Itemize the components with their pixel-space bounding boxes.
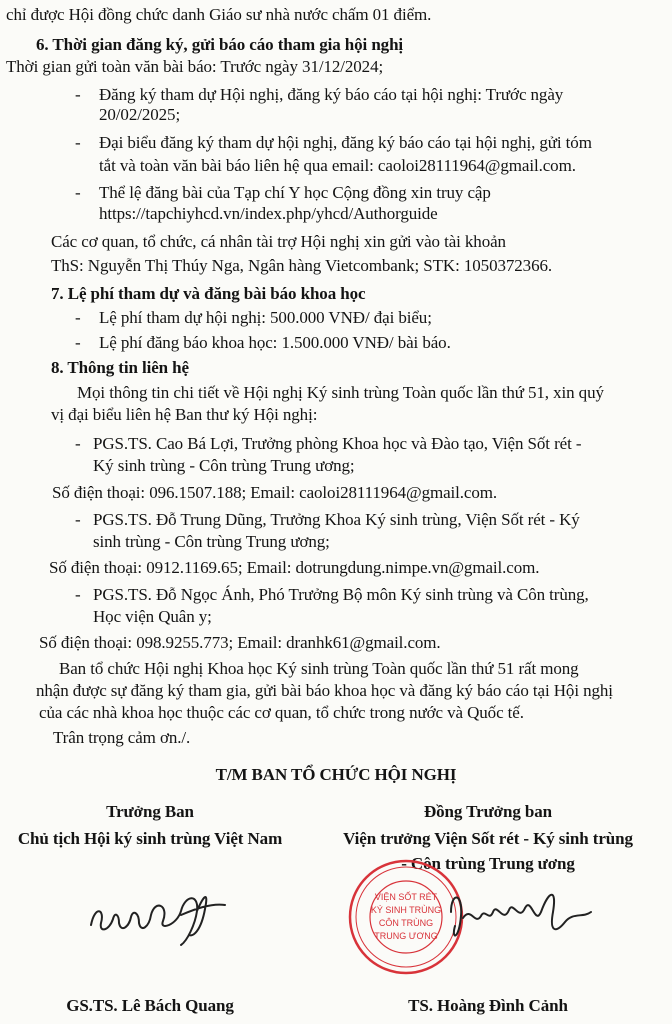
text-line: sinh trùng - Côn trùng Trung ương; xyxy=(93,532,330,551)
text-line: Số điện thoại: 0912.1169.65; Email: dotrungdung.nimpe.vn@gmail.com. xyxy=(49,558,540,577)
left-signer-title: Trưởng Ban xyxy=(106,802,194,821)
section-7-heading: 7. Lệ phí tham dự và đăng bài báo khoa học xyxy=(51,284,366,303)
section-6-heading: 6. Thời gian đăng ký, gửi báo cáo tham gia hội nghị xyxy=(36,35,404,54)
bullet-dash: - xyxy=(75,183,81,202)
text-line: Số điện thoại: 098.9255.773; Email: dranhk61@gmail.com. xyxy=(39,633,441,652)
stamp-text-line3: CÔN TRÙNG xyxy=(378,918,434,928)
text-line: chỉ được Hội đồng chức danh Giáo sư nhà nước chấm 01 điểm. xyxy=(6,5,432,24)
text-line: PGS.TS. Cao Bá Lợi, Trưởng phòng Khoa học và Đào tạo, Viện Sốt rét - xyxy=(93,434,582,453)
text-line: của các nhà khoa học thuộc các cơ quan, tổ chức trong nước và Quốc tế. xyxy=(39,703,524,722)
stamp-text-line4: TRUNG ƯƠNG xyxy=(374,931,438,941)
bullet-dash: - xyxy=(75,85,81,104)
text-line: Mọi thông tin chi tiết về Hội nghị Ký sinh trùng Toàn quốc lần thứ 51, xin quý xyxy=(77,383,604,402)
guideline-link[interactable]: https://tapchiyhcd.vn/index.php/yhcd/Authorguide xyxy=(99,204,438,223)
text-line: Đăng ký tham dự Hội nghị, đăng ký báo cáo tại hội nghị: Trước ngày xyxy=(99,85,564,104)
stamp-text-line2: KÝ SINH TRÙNG xyxy=(370,905,442,915)
text-line: Ban tổ chức Hội nghị Khoa học Ký sinh trùng Toàn quốc lần thứ 51 rất mong xyxy=(59,659,579,678)
text-line: Đại biểu đăng ký tham dự hội nghị, đăng ký báo cáo tại hội nghị, gửi tóm xyxy=(99,133,592,152)
bullet-dash: - xyxy=(75,333,81,352)
right-signer-org-line2: - Côn trùng Trung ương xyxy=(401,854,575,873)
bullet-dash: - xyxy=(75,434,81,453)
left-signer-org: Chủ tịch Hội ký sinh trùng Việt Nam xyxy=(17,829,283,848)
right-handwritten-signature xyxy=(445,882,595,952)
stamp-text-line1: VIỆN SỐT RÉT xyxy=(374,892,438,902)
text-line: Thể lệ đăng bài của Tạp chí Y học Cộng đồng xin truy cập xyxy=(99,183,491,202)
bullet-dash: - xyxy=(75,510,81,529)
left-handwritten-signature xyxy=(85,875,235,950)
right-signer-name: TS. Hoàng Đình Cảnh xyxy=(408,996,568,1015)
text-line: 20/02/2025; xyxy=(99,105,181,124)
text-line: ThS: Nguyễn Thị Thúy Nga, Ngân hàng Vietcombank; STK: 1050372366. xyxy=(51,256,553,275)
bullet-dash: - xyxy=(75,308,81,327)
text-line: Ký sinh trùng - Côn trùng Trung ương; xyxy=(93,456,355,475)
right-signer-org-line1: Viện trưởng Viện Sốt rét - Ký sinh trùng xyxy=(343,829,633,848)
text-line: Thời gian gửi toàn văn bài báo: Trước ngày 31/12/2024; xyxy=(6,57,384,76)
right-signer-title: Đồng Trưởng ban xyxy=(423,802,553,821)
bullet-dash: - xyxy=(75,133,81,152)
text-line: PGS.TS. Đỗ Ngọc Ánh, Phó Trưởng Bộ môn Ký sinh trùng và Côn trùng, xyxy=(93,585,589,604)
text-line: PGS.TS. Đỗ Trung Dũng, Trưởng Khoa Ký sinh trùng, Viện Sốt rét - Ký xyxy=(93,510,580,529)
left-signer-name: GS.TS. Lê Bách Quang xyxy=(66,996,234,1015)
text-line: Lệ phí đăng báo khoa học: 1.500.000 VNĐ/ bài báo. xyxy=(99,333,451,352)
text-line: vị đại biểu liên hệ Ban thư ký Hội nghị: xyxy=(51,405,318,424)
section-8-heading: 8. Thông tin liên hệ xyxy=(51,358,189,377)
bullet-dash: - xyxy=(75,585,81,604)
text-line: Các cơ quan, tổ chức, cá nhân tài trợ Hội nghị xin gửi vào tài khoản xyxy=(51,232,506,251)
text-line: Trân trọng cảm ơn./. xyxy=(53,728,191,747)
text-line: Học viện Quân y; xyxy=(93,607,212,626)
signature-header: T/M BAN TỔ CHỨC HỘI NGHỊ xyxy=(215,765,457,784)
text-line: nhận được sự đăng ký tham gia, gửi bài báo khoa học và đăng ký báo cáo tại Hội nghị xyxy=(36,681,613,700)
text-line: Lệ phí tham dự hội nghị: 500.000 VNĐ/ đại biểu; xyxy=(99,308,432,327)
text-line: tắt và toàn văn bài báo liên hệ qua email: caoloi28111964@gmail.com. xyxy=(99,156,576,175)
text-line: Số điện thoại: 096.1507.188; Email: caoloi28111964@gmail.com. xyxy=(52,483,498,502)
